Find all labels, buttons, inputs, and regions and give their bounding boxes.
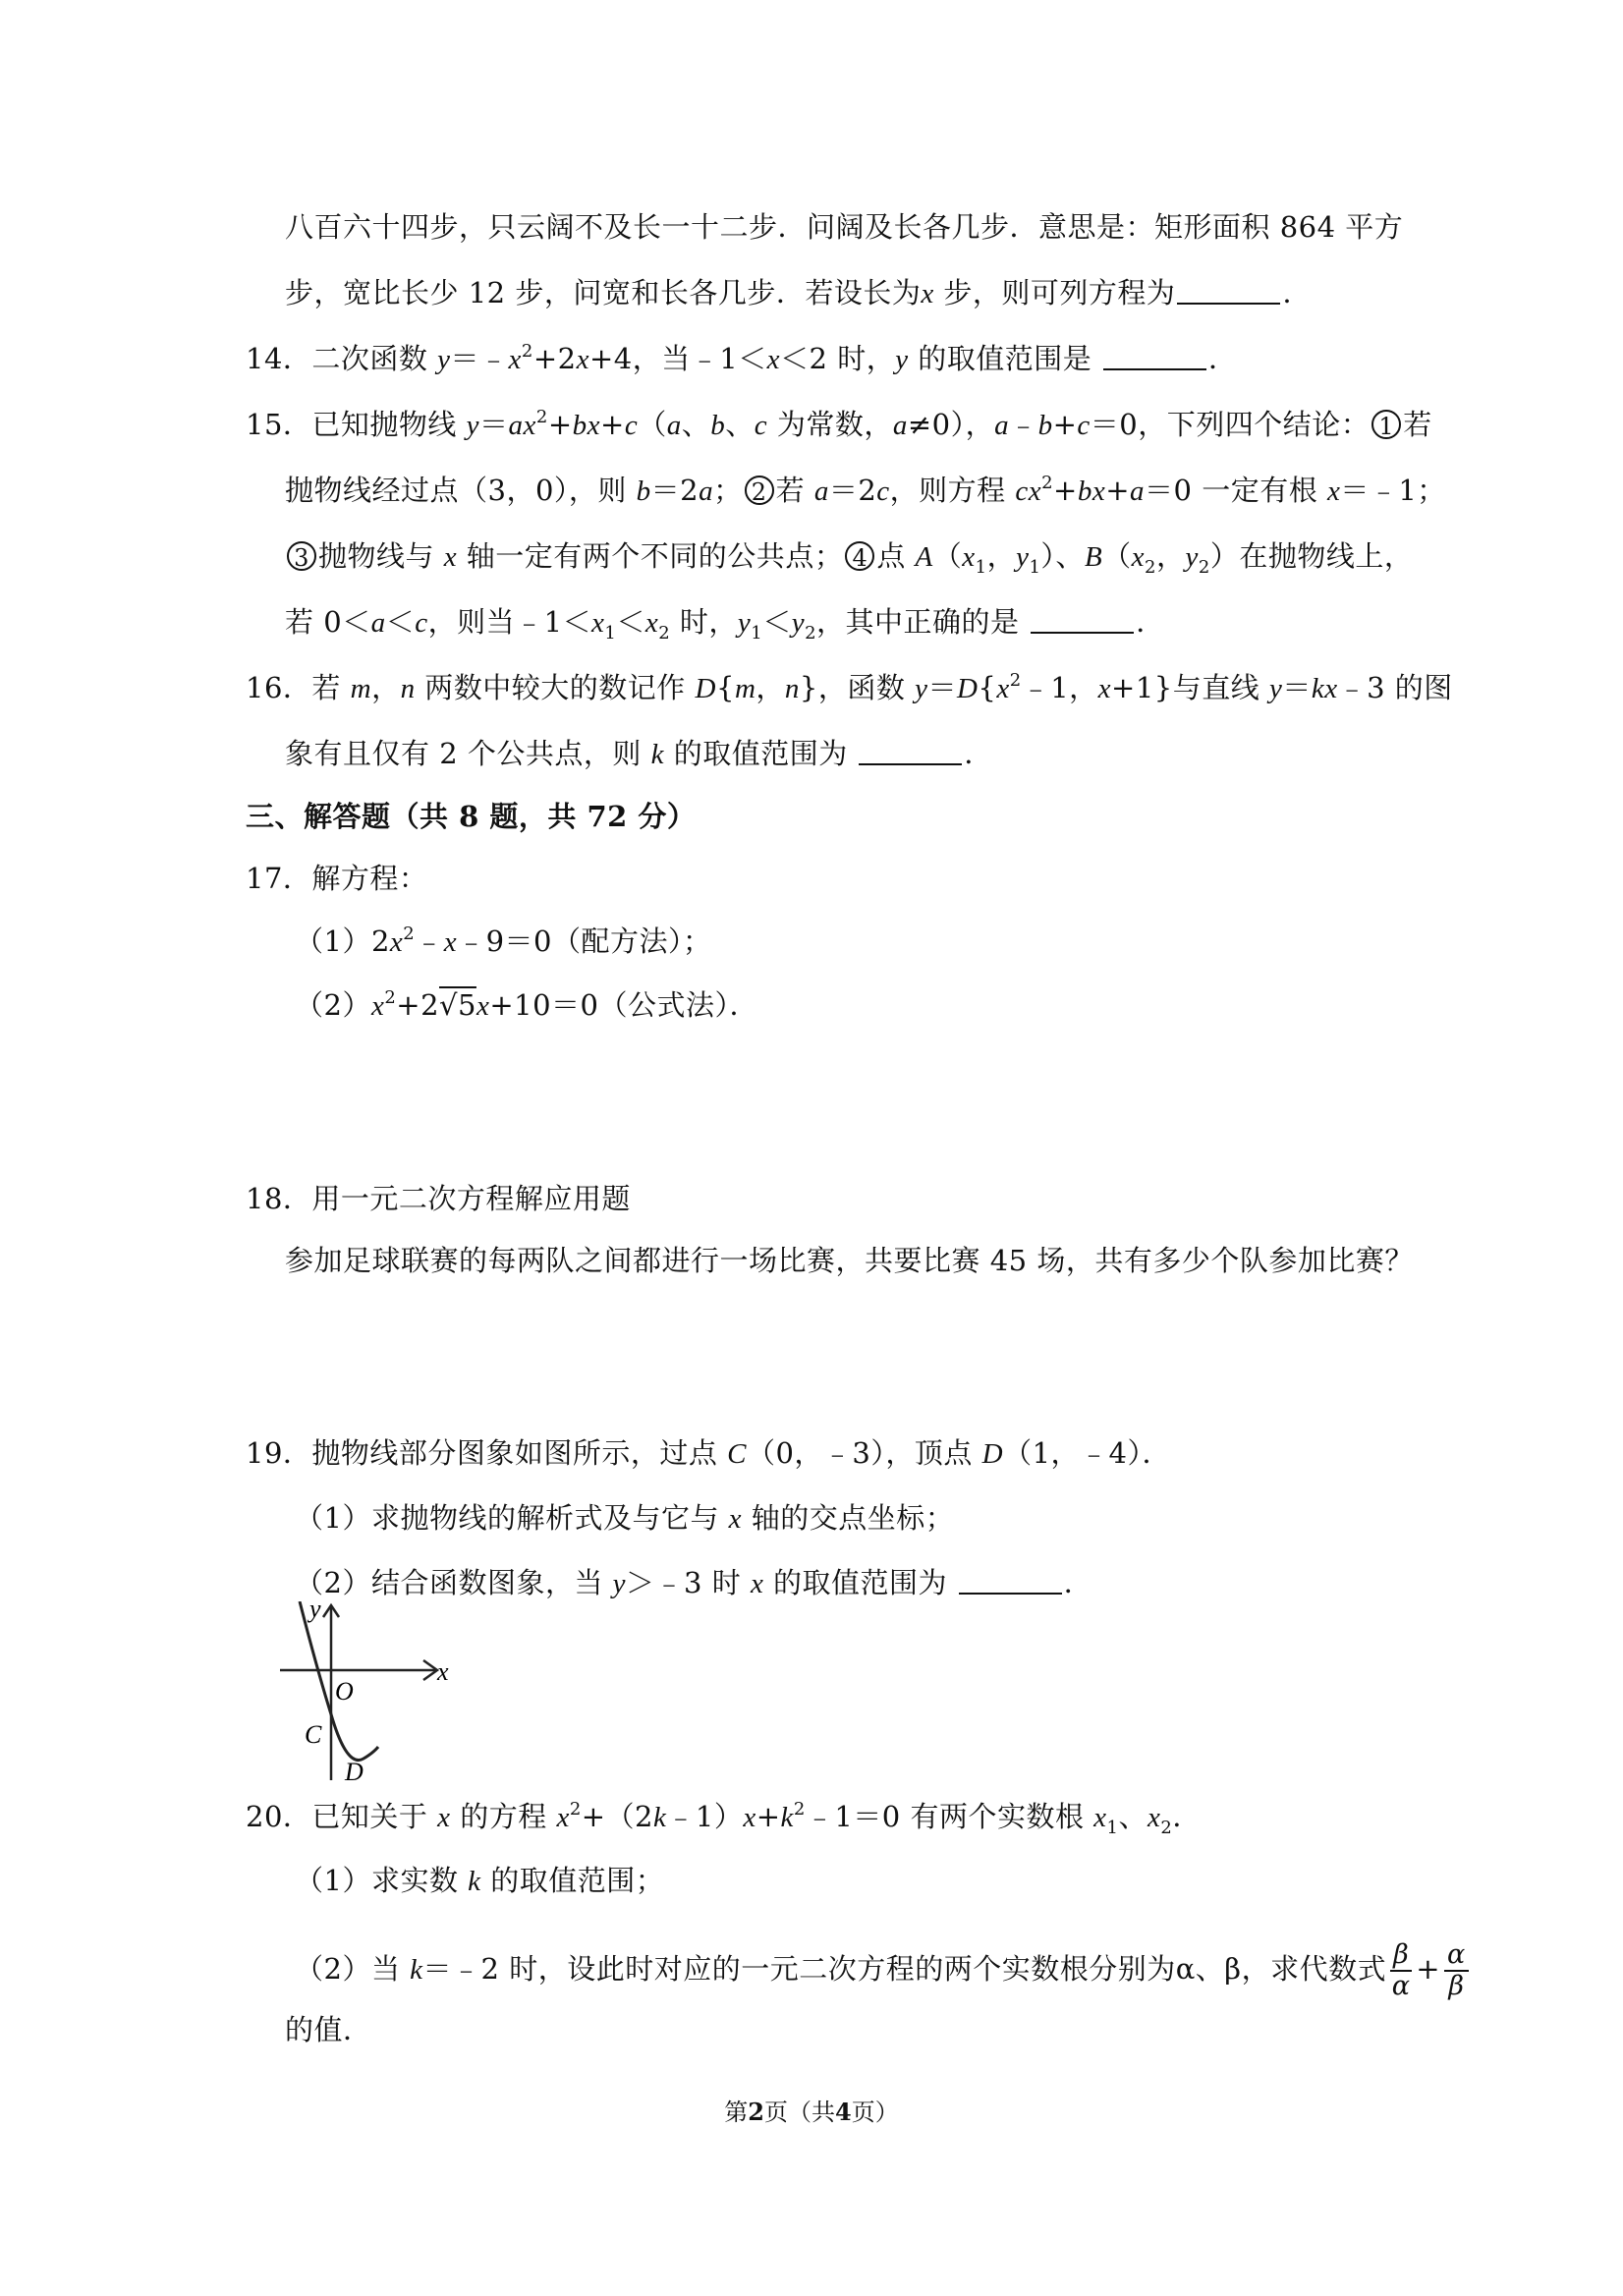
question-20: 20．已知关于 x 的方程 $x^2+(2k﹣1)x+k^2﹣1=0$ 有两个实数根 $x_1$、$x_2$． (246, 1798, 1202, 1838)
question-14: 14．二次函数 $y=﹣x^2+2x+4$，当﹣1＜x＜2 时，y 的取值范围是 ． (246, 340, 1238, 375)
answer-blank[interactable] (1177, 277, 1280, 305)
question-20-part2-end: 的值． (285, 2013, 372, 2046)
question-20-part2: （2）当 k＝﹣2 时，设此时对应的一元二次方程的两个实数根分别为α、β，求代数式 $\frac{\beta}{\alpha}$ + $\frac{\alpha}{\beta}$ (295, 1937, 1473, 2001)
circled-number-4: 4 (845, 541, 874, 571)
graph-label-d: D (345, 1758, 364, 1783)
page-footer: 第2页（共4页） (724, 2098, 899, 2126)
circled-number-2: 2 (745, 476, 774, 505)
graph-label-origin: O (335, 1677, 354, 1706)
question-20-part1: （1）求实数 k 的取值范围； (295, 1864, 665, 1897)
sqrt-5: √5 (439, 988, 476, 1022)
graph-label-c: C (305, 1720, 322, 1749)
answer-blank[interactable] (1103, 343, 1206, 370)
question-18: 18．用一元二次方程解应用题 (246, 1182, 631, 1215)
graph-label-y: y (309, 1601, 321, 1623)
q13-continued-line2: 步，宽比长少 12 步，问宽和长各几步．若设长为x 步，则可列方程为 ． (285, 276, 1312, 309)
question-17: 17．解方程： (246, 862, 428, 895)
answer-blank[interactable] (859, 738, 962, 765)
answer-blank[interactable] (1031, 606, 1134, 634)
question-16-line2: 象有且仅有 2 个公共点，则 k 的取值范围为 ． (285, 737, 993, 770)
question-15-line2: 抛物线经过点（3，0），则 b＝2a； 2 若 a＝2c，则方程 $cx^2+bx+a=0$ 一定有根 x＝﹣1； (285, 472, 1446, 507)
question-19-part1: （1）求抛物线的解析式及与它与 x 轴的交点坐标； (295, 1501, 955, 1535)
circled-number-1: 1 (1371, 410, 1401, 439)
answer-blank[interactable] (959, 1567, 1062, 1595)
fraction-beta-over-alpha: $\frac{\beta}{\alpha}$ (1391, 1939, 1411, 2001)
question-19: 19．抛物线部分图象如图所示，过点 C（0，﹣3），顶点 D（1，﹣4）． (246, 1436, 1171, 1470)
question-15-line4: 若 0＜a＜c，则当$﹣1<x_1<x_2$ 时，$y_1<y_2$，其中正确的是 ． (285, 605, 1165, 644)
graph-label-x: x (437, 1657, 449, 1686)
question-15-line3: 3 抛物线与 x 轴一定有两个不同的公共点； 4 点 $A(x_1$，$y_1$）、$B(x_2$，$y_2$）在抛物线上， (285, 536, 1413, 577)
section-heading-3: 三、解答题（共 8 题，共 72 分） (246, 800, 697, 833)
question-19-part2: （2）结合函数图象，当 y＞﹣3 时 x 的取值范围为 ． (295, 1566, 1093, 1599)
question-17-part2: $(2)x^2+2√5x+10=0$（公式法）． (295, 986, 758, 1022)
question-17-part1: $(1)2x^2﹣x﹣9=0$（配方法）； (295, 923, 712, 958)
q13-continued-line1: 八百六十四步，只云阔不及长一十二步．问阔及长各几步．意思是：矩形面积 864 平方 (285, 210, 1404, 244)
question-16-line1: 16．若 m，n 两数中较大的数记作 D{m，n}，函数 $y=D\{x^2﹣1$，x+1}与直线 y＝kx﹣3 的图 (246, 669, 1453, 704)
circled-number-3: 3 (287, 541, 316, 571)
fraction-alpha-over-beta: $\frac{\alpha}{\beta}$ (1444, 1940, 1469, 2001)
question-18-body: 参加足球联赛的每两队之间都进行一场比赛，共要比赛 45 场，共有多少个队参加比赛？ (285, 1244, 1414, 1277)
parabola-graph (280, 1601, 457, 1783)
question-15-line1: 15．已知抛物线 $y=ax^2+bx+c(a$、b、c 为常数，a≠0），a﹣b+c＝0，下列四个结论： 1 若 (246, 406, 1432, 441)
